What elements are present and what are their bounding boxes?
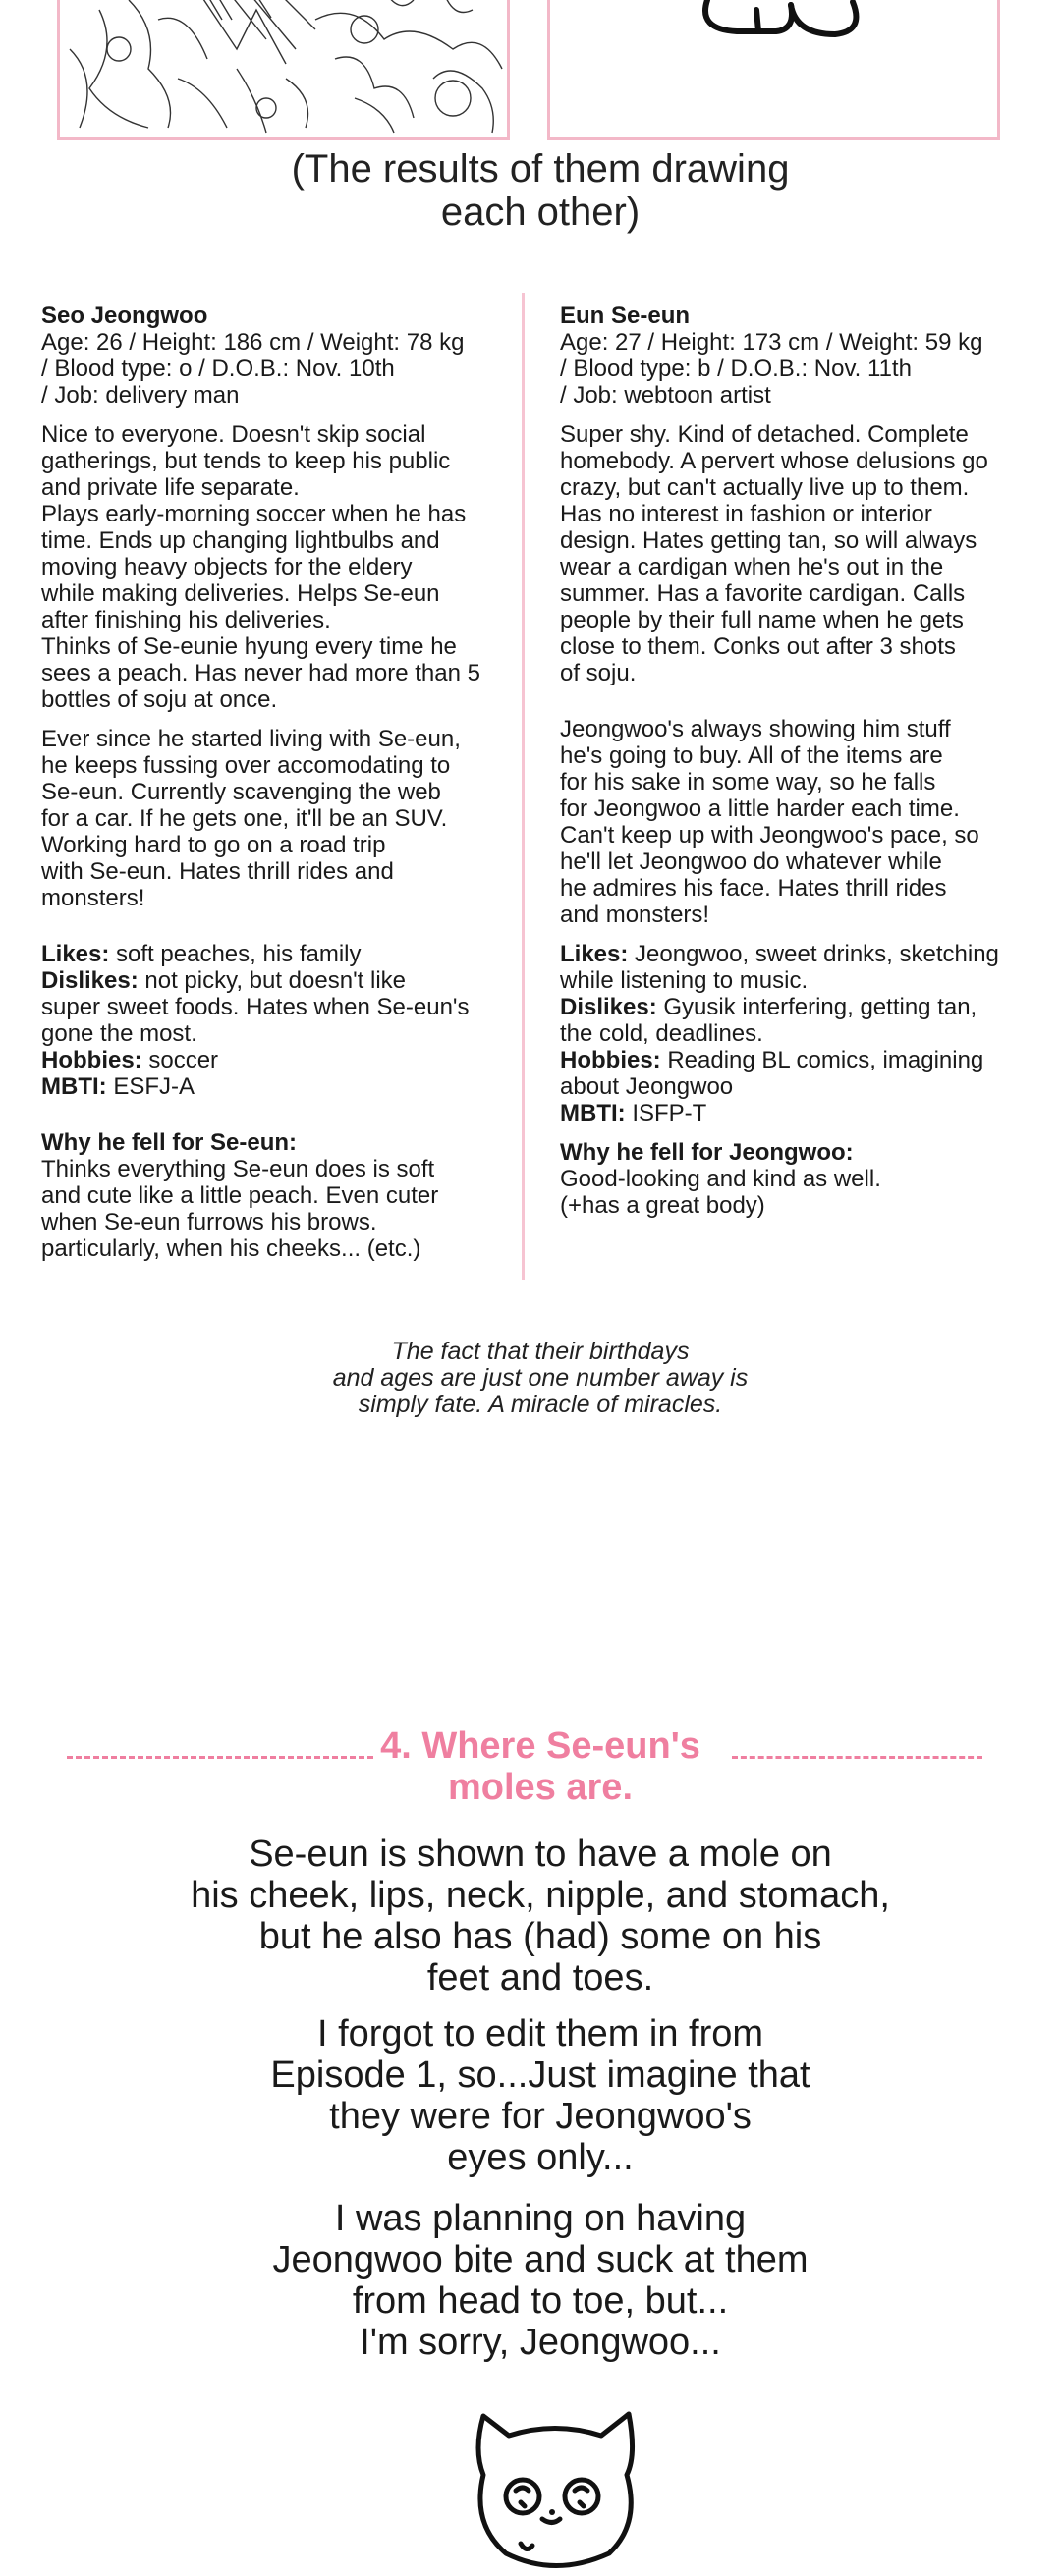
paragraph-line: they were for Jeongwoo's — [329, 2096, 752, 2137]
bio-line: gatherings, but tends to keep his public — [41, 448, 451, 474]
paragraph-line: I forgot to edit them in from — [316, 2013, 764, 2055]
bio-line: Thinks of Se-eunie hyung every time he — [41, 633, 457, 660]
paragraph-line: eyes only... — [447, 2137, 634, 2178]
bio-line: Se-eun. Currently scavenging the web — [41, 779, 441, 805]
profile-stats: / Job: delivery man — [41, 382, 240, 409]
caption-line: each other) — [440, 191, 641, 234]
moles-paragraph-1 — [0, 1834, 1061, 1999]
sketch-panel-left — [57, 0, 510, 140]
hobbies-label: Hobbies: — [41, 1047, 142, 1073]
profile-eun-se-eun — [560, 302, 1022, 1219]
bio-line: and monsters! — [560, 902, 710, 928]
bio-line: Super shy. Kind of detached. Complete — [560, 421, 969, 448]
dislikes-label: Dislikes: — [41, 967, 139, 994]
bio-line: for his sake in some way, so he falls — [560, 769, 936, 795]
bio-line: design. Hates getting tan, so will always — [560, 527, 977, 554]
profile-name: Eun Se-eun — [560, 302, 691, 329]
profile-stats: Age: 26 / Height: 186 cm / Weight: 78 kg — [41, 329, 465, 356]
paragraph-line: feet and toes. — [426, 1957, 654, 1999]
bio-line: he'll let Jeongwoo do whatever while — [560, 849, 942, 875]
mbti-row — [560, 1100, 1022, 1126]
mbti-value: ISFP-T — [625, 1100, 707, 1126]
paragraph-line: Episode 1, so...Just imagine that — [270, 2055, 810, 2096]
column-divider — [522, 293, 525, 1280]
why-line: Good-looking and kind as well. — [560, 1166, 881, 1192]
bio-line: Can't keep up with Jeongwoo's pace, so — [560, 822, 979, 849]
likes-value: Jeongwoo, sweet drinks, sketching — [628, 941, 999, 967]
bio-line: with Se-eun. Hates thrill rides and — [41, 858, 394, 885]
bio-line: Ever since he started living with Se-eun, — [41, 726, 461, 752]
bio-line: he's going to buy. All of the items are — [560, 742, 943, 769]
likes-label: Likes: — [41, 941, 110, 967]
profile-stats: / Blood type: o / D.O.B.: Nov. 10th — [41, 356, 395, 382]
dislikes-row — [560, 994, 1022, 1020]
profile-stats: / Job: webtoon artist — [560, 382, 771, 409]
bio-line: Nice to everyone. Doesn't skip social — [41, 421, 426, 448]
paragraph-line: Jeongwoo bite and suck at them — [272, 2239, 809, 2280]
dislikes-value: Gyusik interfering, getting tan, — [656, 994, 977, 1020]
hobbies-value: soccer — [141, 1047, 219, 1073]
fate-note — [0, 1339, 1061, 1418]
mbti-label: MBTI: — [41, 1073, 107, 1100]
profile-name: Seo Jeongwoo — [41, 302, 208, 329]
paragraph-line: from head to toe, but... — [352, 2280, 729, 2322]
why-fell-label: Why he fell for Jeongwoo: — [560, 1139, 854, 1166]
profile-stats: / Blood type: b / D.O.B.: Nov. 11th — [560, 356, 912, 382]
fate-line: and ages are just one number away is — [332, 1364, 749, 1392]
why-line: particularly, when his cheeks... (etc.) — [41, 1235, 421, 1262]
mbti-label: MBTI: — [560, 1100, 626, 1126]
why-line: Thinks everything Se-eun does is soft — [41, 1156, 435, 1182]
dislikes-value: not picky, but doesn't like — [138, 967, 407, 994]
moles-paragraph-3 — [0, 2198, 1061, 2363]
bio-line: Plays early-morning soccer when he has — [41, 501, 467, 527]
bio-line: monsters! — [41, 885, 145, 911]
crying-pig-doodle-icon — [462, 2396, 648, 2573]
dislikes-value: the cold, deadlines. — [560, 1020, 763, 1047]
moles-paragraph-2 — [0, 2013, 1061, 2178]
paragraph-line: I'm sorry, Jeongwoo... — [360, 2322, 721, 2363]
bio-line: of soju. — [560, 660, 637, 686]
likes-value: soft peaches, his family — [109, 941, 362, 967]
bio-line: he keeps fussing over accomodating to — [41, 752, 451, 779]
hobbies-label: Hobbies: — [560, 1047, 661, 1073]
cartoon-doodle — [550, 0, 997, 137]
bio-line: Jeongwoo's always showing him stuff — [560, 716, 951, 742]
bio-line: after finishing his deliveries. — [41, 607, 331, 633]
section-title-line: 4. Where Se-eun's — [380, 1726, 700, 1767]
why-line: and cute like a little peach. Even cuter — [41, 1182, 439, 1209]
likes-value: while listening to music. — [560, 967, 809, 994]
dislikes-value: super sweet foods. Hates when Se-eun's — [41, 994, 470, 1020]
manga-sketch-illustration — [60, 0, 507, 137]
bio-line: for a car. If he gets one, it'll be an SUV. — [41, 805, 448, 832]
dislikes-value: gone the most. — [41, 1020, 197, 1047]
bio-line: while making deliveries. Helps Se-eun — [41, 580, 440, 607]
fate-line: The fact that their birthdays — [391, 1338, 690, 1365]
bio-line: Working hard to go on a road trip — [41, 832, 386, 858]
bio-line: close to them. Conks out after 3 shots — [560, 633, 956, 660]
likes-row — [560, 941, 1022, 967]
bio-line: and private life separate. — [41, 474, 300, 501]
hobbies-value: Reading BL comics, imagining — [660, 1047, 984, 1073]
profile-stats: Age: 27 / Height: 173 cm / Weight: 59 kg — [560, 329, 983, 356]
bio-line: Has no interest in fashion or interior — [560, 501, 932, 527]
bio-line: people by their full name when he gets — [560, 607, 964, 633]
hobbies-row — [560, 1047, 1022, 1073]
hobbies-value: about Jeongwoo — [560, 1073, 734, 1100]
bio-line: wear a cardigan when he's out in the — [560, 554, 944, 580]
paragraph-line: Se-eun is shown to have a mole on — [249, 1834, 832, 1875]
section-title — [0, 1726, 1061, 1808]
paragraph-line: his cheek, lips, neck, nipple, and stomach, — [191, 1875, 890, 1916]
section-title-line: moles are. — [448, 1767, 633, 1808]
why-line: (+has a great body) — [560, 1192, 765, 1219]
bio-line: crazy, but can't actually live up to them. — [560, 474, 970, 501]
mbti-value: ESFJ-A — [106, 1073, 195, 1100]
hobbies-row — [41, 1047, 493, 1073]
bio-line: sees a peach. Has never had more than 5 — [41, 660, 480, 686]
paragraph-line: I was planning on having — [334, 2198, 747, 2239]
why-line: when Se-eun furrows his brows. — [41, 1209, 377, 1235]
likes-row — [41, 941, 493, 967]
bio-line: for Jeongwoo a little harder each time. — [560, 795, 960, 822]
drawing-caption — [0, 147, 1061, 234]
dislikes-label: Dislikes: — [560, 994, 657, 1020]
caption-line: (The results of them drawing — [291, 147, 790, 191]
profile-seo-jeongwoo — [41, 302, 493, 1262]
mbti-row — [41, 1073, 493, 1100]
bio-line: bottles of soju at once. — [41, 686, 278, 713]
fate-line: simply fate. A miracle of miracles. — [358, 1391, 723, 1418]
dislikes-row — [41, 967, 493, 994]
why-fell-label: Why he fell for Se-eun: — [41, 1129, 298, 1156]
bio-line: moving heavy objects for the eldery — [41, 554, 413, 580]
paragraph-line: but he also has (had) some on his — [258, 1916, 822, 1957]
bio-line: time. Ends up changing lightbulbs and — [41, 527, 440, 554]
likes-label: Likes: — [560, 941, 629, 967]
sketch-panel-right — [547, 0, 1000, 140]
bio-line: homebody. A pervert whose delusions go — [560, 448, 988, 474]
bio-line: he admires his face. Hates thrill rides — [560, 875, 947, 902]
bio-line: summer. Has a favorite cardigan. Calls — [560, 580, 966, 607]
